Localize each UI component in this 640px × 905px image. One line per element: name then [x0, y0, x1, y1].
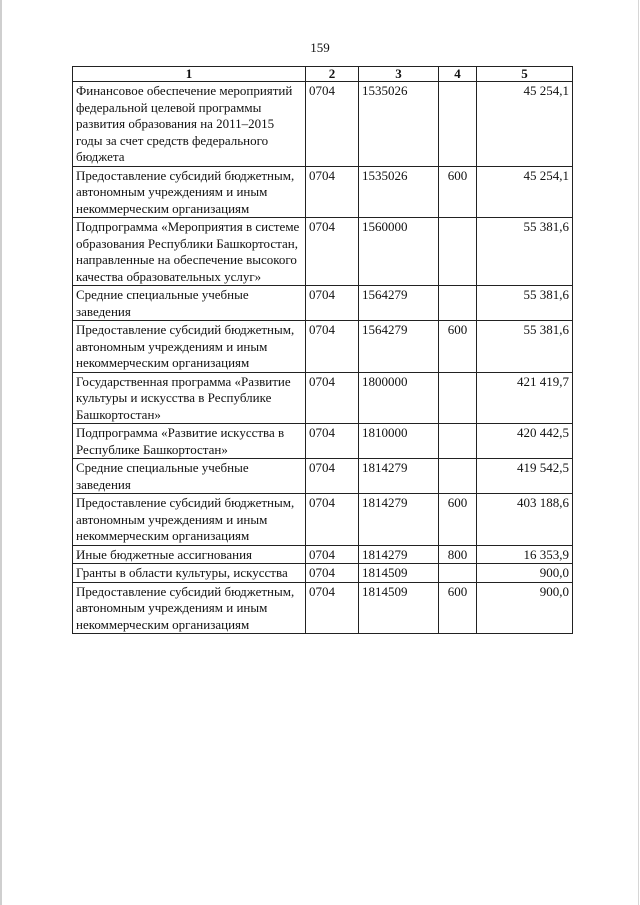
target-code: 1810000	[359, 424, 439, 459]
table-row	[73, 582, 573, 634]
amount: 421 419,7	[477, 372, 573, 424]
amount: 419 542,5	[477, 459, 573, 494]
table-row	[73, 494, 573, 546]
section-code: 0704	[306, 582, 359, 634]
amount: 900,0	[477, 582, 573, 634]
target-code: 1564279	[359, 321, 439, 373]
expense-type-code	[439, 286, 477, 321]
table-row	[73, 459, 573, 494]
section-code: 0704	[306, 459, 359, 494]
target-code: 1814279	[359, 494, 439, 546]
section-code: 0704	[306, 564, 359, 583]
section-code: 0704	[306, 82, 359, 167]
expense-type-code: 600	[439, 494, 477, 546]
target-code: 1535026	[359, 82, 439, 167]
table-row	[73, 545, 573, 564]
column-header: 4	[439, 67, 477, 82]
expense-type-code	[439, 459, 477, 494]
expense-type-code: 800	[439, 545, 477, 564]
page-number: 159	[310, 40, 330, 55]
column-header: 2	[306, 67, 359, 82]
table-row	[73, 82, 573, 167]
amount: 420 442,5	[477, 424, 573, 459]
section-code: 0704	[306, 494, 359, 546]
expense-type-code: 600	[439, 321, 477, 373]
item-name: Средние специальные учебные заведения	[73, 286, 306, 321]
item-name: Предоставление субсидий бюджетным, автономным учреждениям и иным некоммерческим организациям	[73, 166, 306, 218]
target-code: 1535026	[359, 166, 439, 218]
section-code: 0704	[306, 286, 359, 321]
table-row	[73, 372, 573, 424]
item-name: Подпрограмма «Развитие искусства в Республике Башкортостан»	[73, 424, 306, 459]
expense-type-code	[439, 218, 477, 286]
amount: 16 353,9	[477, 545, 573, 564]
table-row	[73, 564, 573, 583]
amount: 55 381,6	[477, 218, 573, 286]
amount: 45 254,1	[477, 82, 573, 167]
amount: 900,0	[477, 564, 573, 583]
item-name: Подпрограмма «Мероприятия в системе образования Республики Башкортостан, направленные на обеспечение высокого качества образовательных услуг»	[73, 218, 306, 286]
item-name: Средние специальные учебные заведения	[73, 459, 306, 494]
item-name: Государственная программа «Развитие культуры и искусства в Республике Башкортостан»	[73, 372, 306, 424]
target-code: 1814509	[359, 564, 439, 583]
item-name: Иные бюджетные ассигнования	[73, 545, 306, 564]
expense-type-code	[439, 564, 477, 583]
expense-type-code	[439, 82, 477, 167]
expense-type-code: 600	[439, 582, 477, 634]
expense-type-code	[439, 372, 477, 424]
table-row	[73, 321, 573, 373]
section-code: 0704	[306, 372, 359, 424]
amount: 45 254,1	[477, 166, 573, 218]
section-code: 0704	[306, 321, 359, 373]
target-code: 1564279	[359, 286, 439, 321]
table-header-row	[73, 67, 573, 82]
section-code: 0704	[306, 166, 359, 218]
expense-type-code: 600	[439, 166, 477, 218]
section-code: 0704	[306, 218, 359, 286]
target-code: 1814279	[359, 545, 439, 564]
item-name: Предоставление субсидий бюджетным, автономным учреждениям и иным некоммерческим организациям	[73, 321, 306, 373]
table-row	[73, 166, 573, 218]
target-code: 1814279	[359, 459, 439, 494]
amount: 403 188,6	[477, 494, 573, 546]
item-name: Предоставление субсидий бюджетным, автономным учреждениям и иным некоммерческим организациям	[73, 494, 306, 546]
expense-type-code	[439, 424, 477, 459]
scan-edge-left	[0, 0, 2, 905]
item-name: Финансовое обеспечение мероприятий федеральной целевой программы развития образования на 2011–2015 годы за счет средств федерального бюджета	[73, 82, 306, 167]
amount: 55 381,6	[477, 286, 573, 321]
table-row	[73, 286, 573, 321]
item-name: Гранты в области культуры, искусства	[73, 564, 306, 583]
table-row	[73, 424, 573, 459]
target-code: 1814509	[359, 582, 439, 634]
scan-edge-right	[638, 0, 639, 905]
target-code: 1800000	[359, 372, 439, 424]
section-code: 0704	[306, 424, 359, 459]
column-header: 1	[73, 67, 306, 82]
target-code: 1560000	[359, 218, 439, 286]
amount: 55 381,6	[477, 321, 573, 373]
budget-table	[72, 66, 573, 634]
section-code: 0704	[306, 545, 359, 564]
item-name: Предоставление субсидий бюджетным, автономным учреждениям и иным некоммерческим организациям	[73, 582, 306, 634]
column-header: 3	[359, 67, 439, 82]
table-row	[73, 218, 573, 286]
column-header: 5	[477, 67, 573, 82]
